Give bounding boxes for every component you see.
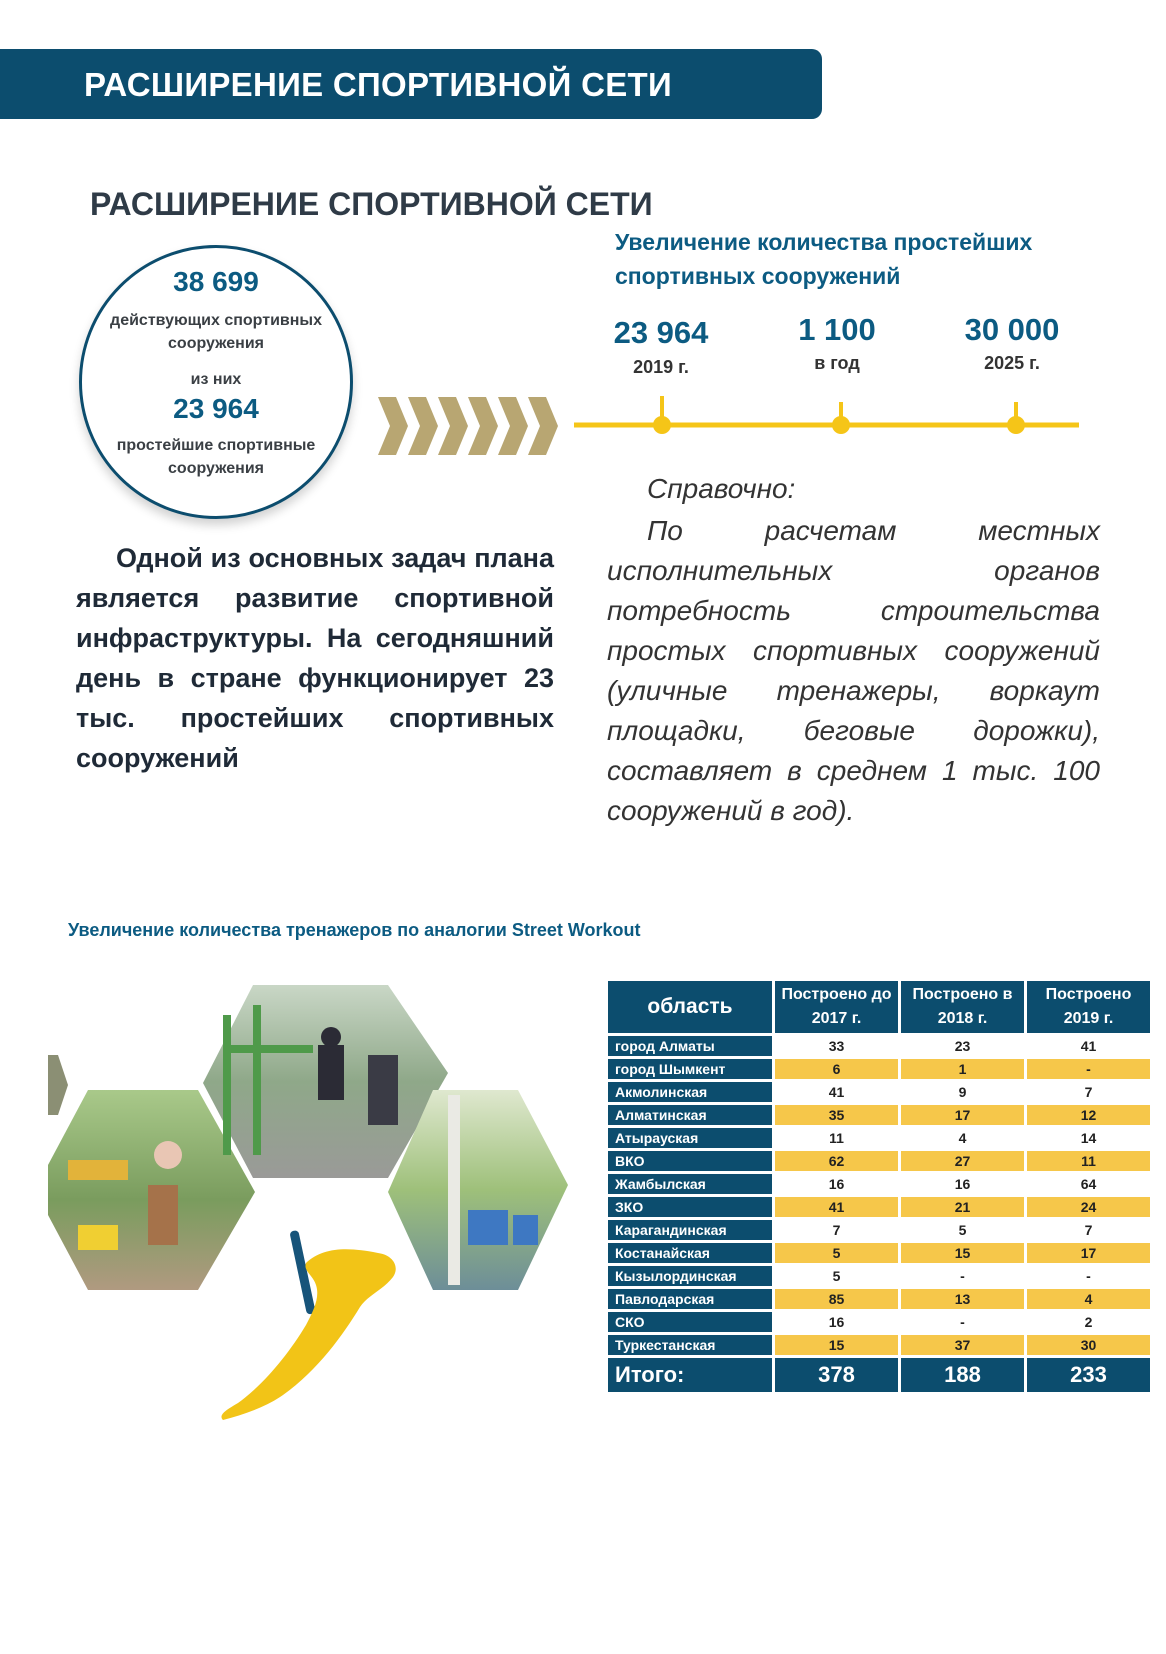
value-cell: -: [1027, 1266, 1150, 1286]
total-value-cell: 233: [1027, 1358, 1150, 1392]
banner-title: РАСШИРЕНИЕ СПОРТИВНОЙ СЕТИ: [84, 66, 672, 103]
timeline-value-per-year: 1 100: [798, 312, 876, 347]
value-cell: 41: [775, 1197, 898, 1217]
value-cell: 4: [1027, 1289, 1150, 1309]
header-banner: [0, 49, 822, 119]
value-cell: 6: [775, 1059, 898, 1079]
chevron-arrows-icon: [378, 397, 558, 455]
header-region: область: [608, 981, 772, 1033]
table-row: [608, 1036, 1150, 1056]
table-row: [608, 1220, 1150, 1240]
value-cell: 62: [775, 1151, 898, 1171]
value-cell: 35: [775, 1105, 898, 1125]
table-row: [608, 1059, 1150, 1079]
simple-facilities-count: 23 964: [173, 393, 259, 424]
value-cell: 7: [1027, 1220, 1150, 1240]
region-name-cell: ЗКО: [608, 1197, 772, 1217]
value-cell: 14: [1027, 1128, 1150, 1148]
region-name-cell: Павлодарская: [608, 1289, 772, 1309]
timeline-title: [615, 225, 1032, 293]
timeline-line: [574, 392, 1084, 442]
value-cell: -: [1027, 1059, 1150, 1079]
value-cell: 9: [901, 1082, 1024, 1102]
main-paragraph-text: Одной из основных задач плана является развитие спортивной инфраструктуры. На сегодняшний день в стране функционирует 23 тыс. простейших спортивных сооружений: [76, 543, 554, 773]
value-cell: 16: [775, 1174, 898, 1194]
value-cell: 85: [775, 1289, 898, 1309]
table-row: [608, 1243, 1150, 1263]
timeline-title-line-2: спортивных сооружений: [615, 263, 901, 289]
value-cell: 41: [1027, 1036, 1150, 1056]
timeline-point-2025: [1007, 416, 1025, 434]
region-name-cell: Кызылординская: [608, 1266, 772, 1286]
table-row: [608, 1197, 1150, 1217]
value-cell: 11: [775, 1128, 898, 1148]
main-paragraph: [76, 538, 554, 778]
region-name-cell: Карагандинская: [608, 1220, 772, 1240]
table-row: [608, 1266, 1150, 1286]
value-cell: 7: [1027, 1082, 1150, 1102]
value-cell: 5: [775, 1266, 898, 1286]
value-cell: 16: [775, 1312, 898, 1332]
table-row: [608, 1151, 1150, 1171]
value-cell: 33: [775, 1036, 898, 1056]
value-cell: 2: [1027, 1312, 1150, 1332]
timeline-value-2025: 30 000: [964, 312, 1060, 347]
photo-fragment: [48, 1055, 68, 1115]
timeline-point-per-year: [832, 416, 850, 434]
timeline-label-2025: 2025 г.: [984, 353, 1040, 373]
value-cell: 24: [1027, 1197, 1150, 1217]
region-name-cell: Атырауская: [608, 1128, 772, 1148]
value-cell: 30: [1027, 1335, 1150, 1355]
value-cell: 27: [901, 1151, 1024, 1171]
value-cell: 64: [1027, 1174, 1150, 1194]
value-cell: 12: [1027, 1105, 1150, 1125]
region-name-cell: город Шымкент: [608, 1059, 772, 1079]
value-cell: -: [901, 1266, 1024, 1286]
value-cell: 15: [901, 1243, 1024, 1263]
table-row: [608, 1082, 1150, 1102]
table-row: [608, 1289, 1150, 1309]
value-cell: 21: [901, 1197, 1024, 1217]
table-row: [608, 1105, 1150, 1125]
value-cell: 5: [775, 1243, 898, 1263]
header-2018: Построено в 2018 г.: [901, 981, 1024, 1033]
section-title: РАСШИРЕНИЕ СПОРТИВНОЙ СЕТИ: [90, 186, 653, 222]
table-header-row: [608, 981, 1150, 1033]
total-facilities-label: действующих спортивных сооружения: [110, 312, 322, 352]
timeline-title-line-1: Увеличение количества простейших: [615, 229, 1033, 255]
reference-paragraph-text: По расчетам местных исполнительных органов потребность строительства простых спортивных сооружений (уличные тренажеры, воркаут площадки, беговые дорожки), составляет в среднем 1 тыс. 100 сооружений в год).: [607, 515, 1100, 826]
value-cell: 4: [901, 1128, 1024, 1148]
region-name-cell: Акмолинская: [608, 1082, 772, 1102]
table-row: [608, 1335, 1150, 1355]
value-cell: 17: [901, 1105, 1024, 1125]
region-name-cell: Костанайская: [608, 1243, 772, 1263]
timeline-value-2019: 23 964: [613, 315, 709, 350]
timeline-point-2019: [653, 416, 671, 434]
reference-paragraph: [607, 511, 1100, 831]
value-cell: 37: [901, 1335, 1024, 1355]
total-facilities-count: 38 699: [173, 266, 259, 297]
stats-circle: [79, 245, 353, 519]
total-value-cell: 188: [901, 1358, 1024, 1392]
athlete-silhouette-icon: [221, 1230, 395, 1420]
value-cell: 41: [775, 1082, 898, 1102]
value-cell: 1: [901, 1059, 1024, 1079]
region-name-cell: СКО: [608, 1312, 772, 1332]
value-cell: 16: [901, 1174, 1024, 1194]
value-cell: -: [901, 1312, 1024, 1332]
table-row: [608, 1174, 1150, 1194]
region-name-cell: Алматинская: [608, 1105, 772, 1125]
table-row: [608, 1312, 1150, 1332]
header-2019: Построено 2019 г.: [1027, 981, 1150, 1033]
simple-facilities-label: простейшие спортивные сооружения: [116, 437, 316, 477]
region-table: [605, 978, 1153, 1395]
of-them-label: из них: [190, 371, 242, 388]
region-name-cell: город Алматы: [608, 1036, 772, 1056]
timeline-label-2019: 2019 г.: [633, 357, 689, 377]
value-cell: 5: [901, 1220, 1024, 1240]
total-value-cell: 378: [775, 1358, 898, 1392]
workout-section-title: Увеличение количества тренажеров по аналогии Street Workout: [68, 920, 641, 940]
table-row: [608, 1128, 1150, 1148]
workout-photo-collage: [48, 985, 568, 1435]
value-cell: 7: [775, 1220, 898, 1240]
value-cell: 11: [1027, 1151, 1150, 1171]
value-cell: 15: [775, 1335, 898, 1355]
region-name-cell: ВКО: [608, 1151, 772, 1171]
reference-heading: Справочно:: [647, 473, 796, 504]
header-before-2017: Построено до 2017 г.: [775, 981, 898, 1033]
value-cell: 13: [901, 1289, 1024, 1309]
table-total-row: [608, 1358, 1150, 1392]
total-label-cell: Итого:: [608, 1358, 772, 1392]
value-cell: 17: [1027, 1243, 1150, 1263]
region-name-cell: Туркестанская: [608, 1335, 772, 1355]
region-name-cell: Жамбылская: [608, 1174, 772, 1194]
timeline-label-per-year: в год: [814, 353, 860, 373]
value-cell: 23: [901, 1036, 1024, 1056]
